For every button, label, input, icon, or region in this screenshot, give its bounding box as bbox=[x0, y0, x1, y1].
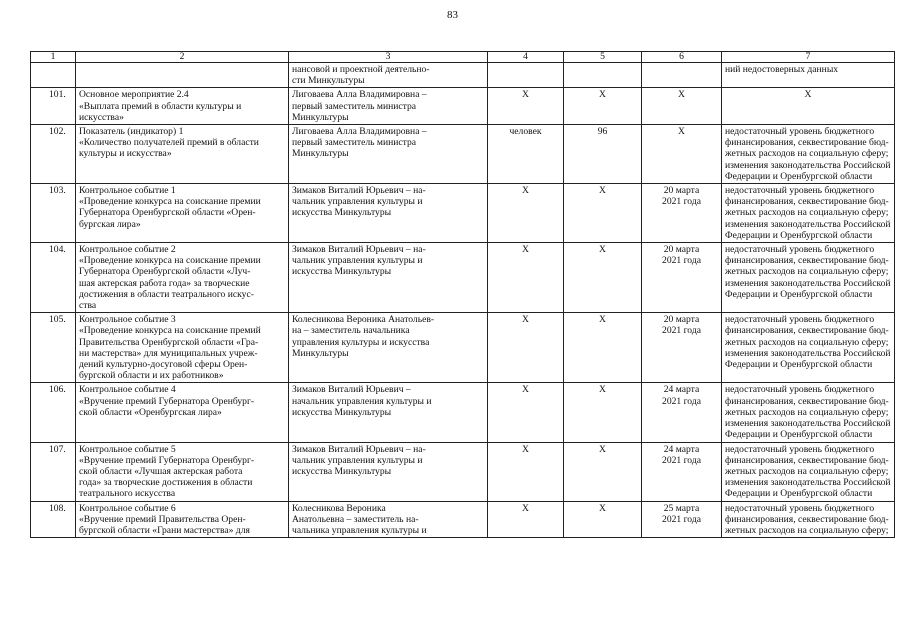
cell-line: жетных расходов на социальную сферу; bbox=[725, 465, 889, 477]
cell-line: ской области «Лучшая актерская работа bbox=[79, 465, 243, 477]
cell-line: 24 марта bbox=[663, 443, 700, 455]
table-row bbox=[31, 88, 895, 125]
column-header: 4 bbox=[488, 52, 564, 63]
cell-line: финансирования, секвестирование бюд- bbox=[725, 137, 889, 149]
unit-cell bbox=[488, 63, 564, 88]
cell-line: искусства Минкультуры bbox=[292, 266, 392, 278]
cell-line: первый заместитель министра bbox=[292, 100, 417, 112]
risks-cell bbox=[722, 184, 895, 243]
date-cell bbox=[642, 383, 722, 442]
risks-cell bbox=[722, 313, 895, 383]
cell-line: «Вручение премий Губернатора Оренбург- bbox=[79, 395, 255, 407]
cell-line: Зимаков Виталий Юрьевич – на- bbox=[292, 244, 426, 256]
cell-line: чальник управления культуры и bbox=[292, 255, 423, 267]
cell-line: бургской области «Грани мастерства» для bbox=[79, 524, 250, 536]
cell-line: недостаточный уровень бюджетного bbox=[725, 314, 875, 326]
cell-line: недостаточный уровень бюджетного bbox=[725, 502, 875, 514]
cell-line: изменения законодательства Российской bbox=[725, 418, 891, 430]
unit-cell: человек bbox=[488, 125, 564, 184]
column-header: 6 bbox=[642, 52, 722, 63]
cell-line: Основное мероприятие 2.4 bbox=[79, 89, 189, 101]
value-cell bbox=[564, 63, 642, 88]
cell-line: «Вручение премий Губернатора Оренбург- bbox=[79, 454, 255, 466]
cell-line: Федерации и Оренбургской области bbox=[725, 359, 873, 371]
cell-line: Контрольное событие 1 bbox=[79, 185, 176, 197]
cell-line: финансирования, секвестирование бюд- bbox=[725, 255, 889, 267]
cell-line: Лиговаева Алла Владимировна – bbox=[292, 126, 427, 138]
table-row bbox=[31, 63, 895, 88]
cell-line: Лиговаева Алла Владимировна – bbox=[292, 89, 427, 101]
cell-line: финансирования, секвестирование бюд- bbox=[725, 196, 889, 208]
cell-line: Губернатора Оренбургской области «Луч- bbox=[79, 266, 251, 278]
date-cell bbox=[642, 313, 722, 383]
risks-cell bbox=[722, 383, 895, 442]
event-name-cell bbox=[76, 88, 289, 125]
cell-line: недостаточный уровень бюджетного bbox=[725, 244, 875, 256]
cell-line: Контрольное событие 6 bbox=[79, 502, 176, 514]
cell-line: достижения в области театрального искус- bbox=[79, 288, 254, 300]
cell-line: изменения законодательства Российской bbox=[725, 218, 891, 230]
cell-line: Контрольное событие 4 bbox=[79, 384, 176, 396]
cell-line: культуры и искусства» bbox=[79, 148, 172, 160]
cell-line: управления культуры и искусства bbox=[292, 336, 430, 348]
cell-line: недостаточный уровень бюджетного bbox=[725, 384, 875, 396]
cell-line: Показатель (индикатор) 1 bbox=[79, 126, 184, 138]
cell-line: недостаточный уровень бюджетного bbox=[725, 185, 875, 197]
cell-line: «Проведение конкурса на соискание премии bbox=[79, 255, 261, 267]
column-header: 5 bbox=[564, 52, 642, 63]
responsible-cell bbox=[289, 383, 488, 442]
cell-line: ской области «Оренбургская лира» bbox=[79, 406, 222, 418]
cell-line: нансовой и проектной деятельно- bbox=[292, 64, 430, 75]
cell-line: недостаточный уровень бюджетного bbox=[725, 443, 875, 455]
responsible-cell bbox=[289, 243, 488, 313]
cell-line: изменения законодательства Российской bbox=[725, 159, 891, 171]
cell-line: Губернатора Оренбургской области «Орен- bbox=[79, 207, 256, 219]
value-cell: 96 bbox=[564, 125, 642, 184]
cell-line: искусства Минкультуры bbox=[292, 406, 392, 418]
cell-line: сти Минкультуры bbox=[292, 75, 365, 87]
cell-line: 2021 года bbox=[662, 513, 701, 525]
value-cell: X bbox=[564, 243, 642, 313]
cell-line: Минкультуры bbox=[292, 347, 349, 359]
cell-line: ний недостоверных данных bbox=[725, 64, 839, 75]
cell-line: шая актерская работа года» за творческие bbox=[79, 277, 250, 289]
cell-line: жетных расходов на социальную сферу; bbox=[725, 207, 889, 219]
cell-line: Зимаков Виталий Юрьевич – на- bbox=[292, 443, 426, 455]
cell-line: 20 марта bbox=[663, 185, 700, 197]
cell-line: начальник управления культуры и bbox=[292, 395, 432, 407]
responsible-cell bbox=[289, 63, 488, 88]
cell-line: «Вручение премий Правительства Орен- bbox=[79, 513, 246, 525]
event-name-cell bbox=[76, 501, 289, 538]
column-header: 7 bbox=[722, 52, 895, 63]
table-row bbox=[31, 442, 895, 501]
cell-line: Контрольное событие 3 bbox=[79, 314, 176, 326]
unit-cell: X bbox=[488, 501, 564, 538]
cell-line: X bbox=[678, 126, 685, 138]
cell-line: театрального искусства bbox=[79, 488, 176, 500]
cell-line: ства bbox=[79, 300, 97, 312]
cell-line: на – заместитель начальника bbox=[292, 325, 410, 337]
cell-line: чальник управления культуры и bbox=[292, 454, 423, 466]
date-cell bbox=[642, 125, 722, 184]
risks-cell bbox=[722, 243, 895, 313]
risks-cell bbox=[722, 125, 895, 184]
value-cell: X bbox=[564, 88, 642, 125]
cell-line: изменения законодательства Российской bbox=[725, 477, 891, 489]
unit-cell: X bbox=[488, 313, 564, 383]
cell-line: искусства Минкультуры bbox=[292, 465, 392, 477]
cell-line: жетных расходов на социальную сферу; bbox=[725, 336, 889, 348]
cell-line: жетных расходов на социальную сферу; bbox=[725, 148, 889, 160]
cell-line: финансирования, секвестирование бюд- bbox=[725, 395, 889, 407]
cell-line: Федерации и Оренбургской области bbox=[725, 488, 873, 500]
unit-cell: X bbox=[488, 442, 564, 501]
cell-line: бургской области и их работников» bbox=[79, 370, 224, 382]
cell-line: Минкультуры bbox=[292, 148, 349, 160]
date-cell bbox=[642, 63, 722, 88]
row-number-cell: 104. bbox=[31, 243, 76, 313]
event-name-cell bbox=[76, 442, 289, 501]
cell-line: Зимаков Виталий Юрьевич – на- bbox=[292, 185, 426, 197]
cell-line: 2021 года bbox=[662, 255, 701, 267]
risks-cell bbox=[722, 442, 895, 501]
row-number-cell: 101. bbox=[31, 88, 76, 125]
date-cell bbox=[642, 88, 722, 125]
event-name-cell bbox=[76, 383, 289, 442]
unit-cell: X bbox=[488, 184, 564, 243]
row-number-cell: 107. bbox=[31, 442, 76, 501]
cell-line: ни мастерства» для муниципальных учреж- bbox=[79, 347, 258, 359]
cell-line: Федерации и Оренбургской области bbox=[725, 288, 873, 300]
cell-line: Колесникова Вероника bbox=[292, 502, 386, 514]
cell-line: «Проведение конкурса на соискание премии bbox=[79, 196, 261, 208]
unit-cell: X bbox=[488, 243, 564, 313]
cell-line: чальник управления культуры и bbox=[292, 196, 423, 208]
event-name-cell bbox=[76, 184, 289, 243]
unit-cell: X bbox=[488, 88, 564, 125]
cell-line: Анатольевна – заместитель на- bbox=[292, 513, 419, 525]
value-cell: X bbox=[564, 442, 642, 501]
cell-line: первый заместитель министра bbox=[292, 137, 417, 149]
event-name-cell bbox=[76, 63, 289, 88]
cell-line: Минкультуры bbox=[292, 111, 349, 123]
risks-cell bbox=[722, 63, 895, 88]
cell-line: 24 марта bbox=[663, 384, 700, 396]
column-header: 2 bbox=[76, 52, 289, 63]
cell-line: дений культурно-досуговой сферы Орен- bbox=[79, 359, 248, 371]
cell-line: Федерации и Оренбургской области bbox=[725, 170, 873, 182]
plan-table bbox=[30, 51, 895, 538]
cell-line: финансирования, секвестирование бюд- bbox=[725, 454, 889, 466]
column-header: 3 bbox=[289, 52, 488, 63]
date-cell bbox=[642, 243, 722, 313]
cell-line: X bbox=[678, 89, 685, 101]
event-name-cell bbox=[76, 243, 289, 313]
cell-line: 2021 года bbox=[662, 395, 701, 407]
cell-line: Контрольное событие 5 bbox=[79, 443, 176, 455]
cell-line: X bbox=[804, 89, 812, 101]
cell-line: бургская лира» bbox=[79, 218, 141, 230]
table-row bbox=[31, 383, 895, 442]
event-name-cell bbox=[76, 125, 289, 184]
cell-line: «Проведение конкурса на соискание премий bbox=[79, 325, 261, 337]
cell-line: 2021 года bbox=[662, 325, 701, 337]
cell-line: жетных расходов на социальную сферу; bbox=[725, 406, 889, 418]
cell-line: 2021 года bbox=[662, 454, 701, 466]
cell-line: 20 марта bbox=[663, 314, 700, 326]
cell-line: 20 марта bbox=[663, 244, 700, 256]
responsible-cell bbox=[289, 501, 488, 538]
date-cell bbox=[642, 184, 722, 243]
table-row bbox=[31, 184, 895, 243]
cell-line: искусства Минкультуры bbox=[292, 207, 392, 219]
responsible-cell bbox=[289, 184, 488, 243]
event-name-cell bbox=[76, 313, 289, 383]
cell-line: «Выплата премий в области культуры и bbox=[79, 100, 242, 112]
cell-line: Контрольное событие 2 bbox=[79, 244, 176, 256]
date-cell bbox=[642, 501, 722, 538]
value-cell: X bbox=[564, 501, 642, 538]
value-cell: X bbox=[564, 383, 642, 442]
value-cell: X bbox=[564, 313, 642, 383]
cell-line: Зимаков Виталий Юрьевич – bbox=[292, 384, 411, 396]
risks-cell bbox=[722, 88, 895, 125]
responsible-cell bbox=[289, 88, 488, 125]
cell-line: Колесникова Вероника Анатольев- bbox=[292, 314, 435, 326]
cell-line: 2021 года bbox=[662, 196, 701, 208]
row-number-cell: 102. bbox=[31, 125, 76, 184]
page-number: 83 bbox=[447, 9, 458, 21]
column-header-row bbox=[31, 52, 895, 63]
cell-line: изменения законодательства Российской bbox=[725, 347, 891, 359]
cell-line: финансирования, секвестирование бюд- bbox=[725, 325, 889, 337]
cell-line: года» за творческие достижения в области bbox=[79, 477, 253, 489]
cell-line: Правительства Оренбургской области «Гра- bbox=[79, 336, 259, 348]
cell-line: изменения законодательства Российской bbox=[725, 277, 891, 289]
cell-line: жетных расходов на социальную сферу; bbox=[725, 266, 889, 278]
row-number-cell bbox=[31, 63, 76, 88]
cell-line: Федерации и Оренбургской области bbox=[725, 429, 873, 441]
cell-line: чальника управления культуры и bbox=[292, 524, 427, 536]
risks-cell bbox=[722, 501, 895, 538]
row-number-cell: 105. bbox=[31, 313, 76, 383]
date-cell bbox=[642, 442, 722, 501]
unit-cell: X bbox=[488, 383, 564, 442]
cell-line: искусства» bbox=[79, 111, 124, 123]
table-row bbox=[31, 243, 895, 313]
cell-line: Федерации и Оренбургской области bbox=[725, 229, 873, 241]
cell-line: жетных расходов на социальную сферу; bbox=[725, 524, 889, 536]
table-row bbox=[31, 501, 895, 538]
responsible-cell bbox=[289, 313, 488, 383]
cell-line: «Количество получателей премий в области bbox=[79, 137, 259, 149]
value-cell: X bbox=[564, 184, 642, 243]
cell-line: недостаточный уровень бюджетного bbox=[725, 126, 875, 138]
row-number-cell: 106. bbox=[31, 383, 76, 442]
row-number-cell: 103. bbox=[31, 184, 76, 243]
responsible-cell bbox=[289, 125, 488, 184]
column-header: 1 bbox=[31, 52, 76, 63]
table-row bbox=[31, 313, 895, 383]
table-row bbox=[31, 125, 895, 184]
cell-line: финансирования, секвестирование бюд- bbox=[725, 513, 889, 525]
row-number-cell: 108. bbox=[31, 501, 76, 538]
responsible-cell bbox=[289, 442, 488, 501]
cell-line: 25 марта bbox=[663, 502, 700, 514]
